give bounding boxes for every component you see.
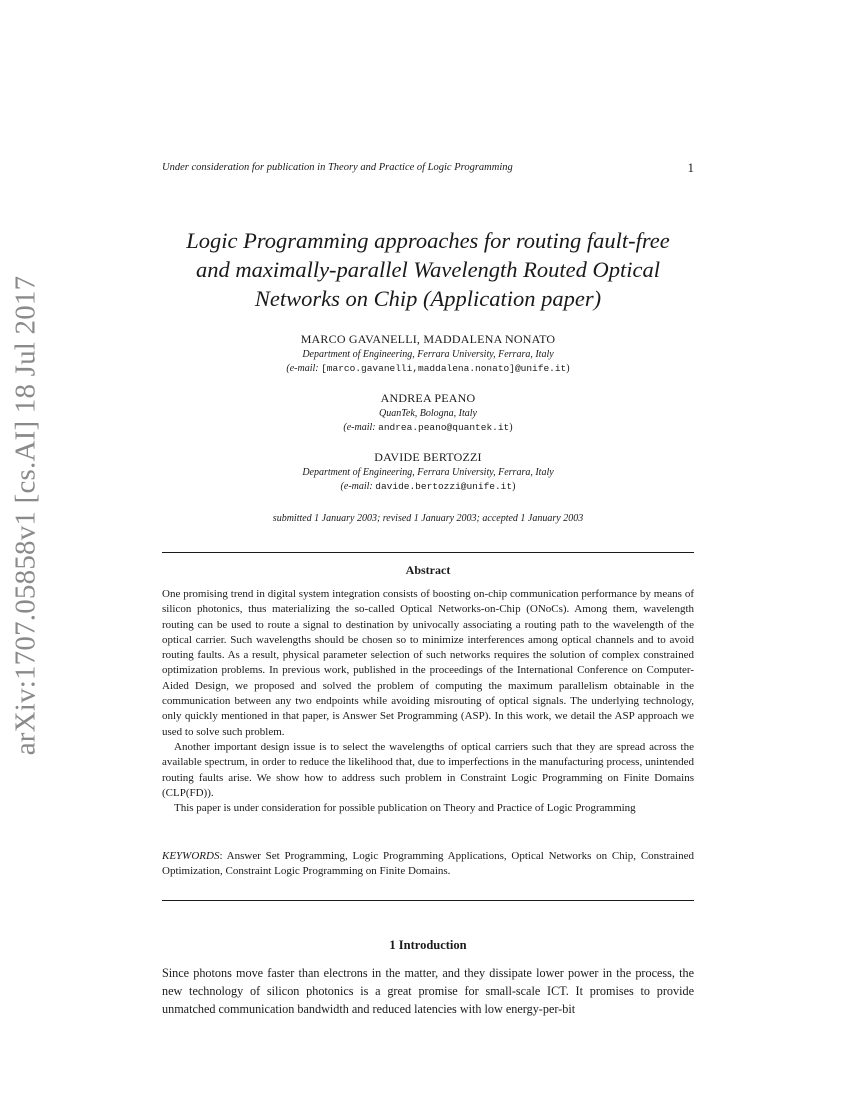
abstract-paragraph: This paper is under consideration for possible publication on Theory and Practice of Logic Programming xyxy=(174,802,636,815)
arxiv-side-stamp xyxy=(5,275,47,755)
author-email[interactable]: [marco.gavanelli,maddalena.nonato]@unife.it xyxy=(321,363,567,374)
keywords xyxy=(162,849,694,880)
abstract-body xyxy=(162,587,694,816)
submission-dates: submitted 1 January 2003; revised 1 January 2003; accepted 1 January 2003 xyxy=(272,513,584,524)
author-affiliation: QuanTek, Bologna, Italy xyxy=(379,408,477,419)
author-group xyxy=(162,389,694,435)
email-label: (e-mail: xyxy=(340,481,373,492)
author-group xyxy=(162,448,694,494)
keywords-text: : Answer Set Programming, Logic Programming Applications, Optical Networks on Chip, Constrained Optimization, Constraint Logic Programming on Finite Domains. xyxy=(162,850,694,878)
author-affiliation: Department of Engineering, Ferrara University, Ferrara, Italy xyxy=(302,467,554,478)
authors-block xyxy=(162,330,694,507)
keywords-label: KEYWORDS xyxy=(162,850,220,862)
author-email-line xyxy=(162,421,694,435)
author-email[interactable]: andrea.peano@quantek.it xyxy=(378,422,510,433)
author-email-line xyxy=(162,362,694,376)
intro-paragraph: Since photons move faster than electrons in the matter, and they dissipate lower power in the process, the new technology of silicon photonics is a great promise for small-scale ICT. It promises to provide unmatched communication bandwidth and reduced latencies with low energy-per-bit xyxy=(162,966,694,1016)
paper-title xyxy=(162,226,694,313)
title-line: Logic Programming approaches for routing fault-free xyxy=(186,228,670,253)
abstract-top-rule xyxy=(162,552,694,553)
running-head: Under consideration for publication in Theory and Practice of Logic Programming xyxy=(162,162,513,173)
author-names: MARCO GAVANELLI, MADDALENA NONATO xyxy=(300,332,556,346)
abstract-bottom-rule xyxy=(162,900,694,901)
author-group xyxy=(162,330,694,376)
author-affiliation: Department of Engineering, Ferrara University, Ferrara, Italy xyxy=(302,349,554,360)
section-heading: 1 Introduction xyxy=(389,938,467,952)
arxiv-identifier: arXiv:1707.05858v1 [cs.AI] 18 Jul 2017 xyxy=(9,275,42,755)
email-label: (e-mail: xyxy=(286,363,319,374)
abstract-paragraph: One promising trend in digital system integration consists of boosting on-chip communication performance by means of silicon photonics, thus materializing the so-called Optical Networks-on-Chip (ONoCs). Among them, wavelength routing can be used to route a signal to destination by univocally associating a routing path to the wavelength of the optical carrier. Such wavelengths should be chosen so to minimize interferences among optical channels and to avoid routing faults. As a result, physical parameter selection of such networks requires the solution of complex constrained optimization problems. In previous work, published in the proceedings of the International Conference on Computer-Aided Design, we proposed and solved the problem of computing the maximum parallelism obtainable in the communication between any two endpoints while avoiding misrouting of optical signals. The underlying technology, only quickly mentioned in that paper, is Answer Set Programming (ASP). In this work, we detail the ASP approach we used to solve such problem. xyxy=(162,588,694,738)
introduction-body xyxy=(162,964,694,1018)
author-names: DAVIDE BERTOZZI xyxy=(374,450,482,464)
email-label: (e-mail: xyxy=(343,422,376,433)
author-email-line xyxy=(162,480,694,494)
abstract-heading: Abstract xyxy=(405,563,451,577)
email-close: ) xyxy=(512,481,516,492)
abstract-paragraph: Another important design issue is to select the wavelengths of optical carriers such that they are spread across the available spectrum, in order to reduce the likelihood that, due to imperfections in the manufacturing process, unintended routing faults arise. We show how to address such problem in Constraint Logic Programming on Finite Domains (CLP(FD)). xyxy=(162,740,694,799)
author-names: ANDREA PEANO xyxy=(380,391,476,405)
email-close: ) xyxy=(566,363,570,374)
title-line: and maximally-parallel Wavelength Routed Optical xyxy=(195,257,661,282)
title-line: Networks on Chip (Application paper) xyxy=(254,286,602,311)
email-close: ) xyxy=(509,422,513,433)
page-number: 1 xyxy=(687,160,694,175)
author-email[interactable]: davide.bertozzi@unife.it xyxy=(375,481,513,492)
